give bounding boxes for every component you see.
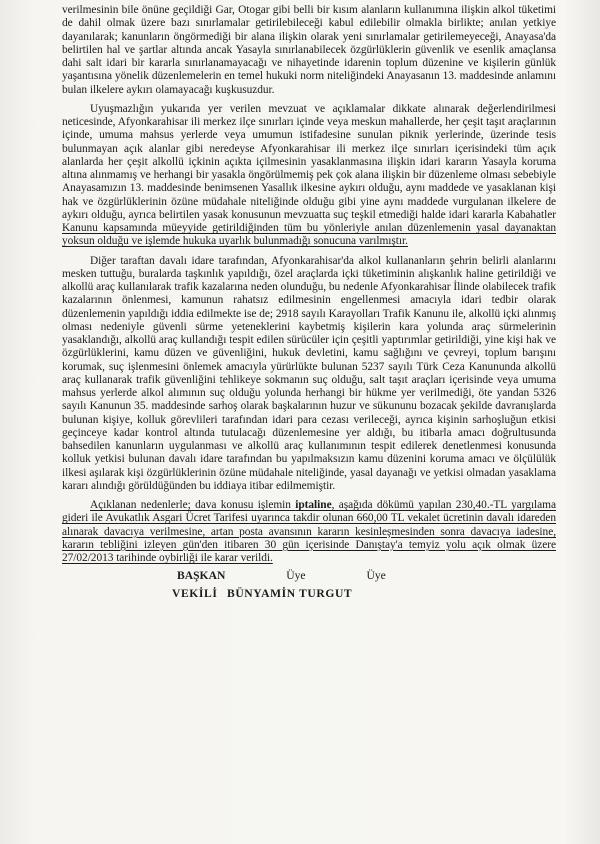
signatory-name: BÜNYAMİN TURGUT xyxy=(226,587,353,601)
paragraph-2-text: Uyuşmazlığın yukarıda yer verilen mevzuat ve açıklamalar dikkate alınarak değerlendirilmesi neticesinde, Afyonkarahisar ili merkez ilçe sınırları içinde veya meskun mahallerde, her çeşit taşıt araçlarının içinde, umuma mahsus yerlerde veya umumun istifadesine sunulan piknik yerlerinde, üzerinde tesis bulunmayan açık alanlar gibi neredeyse Afyonkarahisar ili merkez ilçe sınırları içerisindeki tüm açık alanlarda her çeşit alkollü içkinin açıkta içilmesinin yasaklanmasına ilişkin idari kararın Yasayla koruma altına alınmamış ve herhangi bir yasakla öngörülmemiş pek çok alana ilişkin bir düzenleme olması sebebiyle Anayasamızın 13. maddesinde benimsenen Yasallık ilkesine aykırı olduğu, aynı maddede ve yasaklanan kişi hak ve özgürlüklerinin özüne müdahale niteliğinde olduğu gibi yine aynı maddede vurgulanan ilkelere de aykırı olduğu, ayrıca belirtilen yasak konusunun mevzuatta suç teşkil etmediği halde idari kararla Kabahatler xyxy=(62,102,556,221)
paragraph-2-underlined: Kanunu kapsamında müeyyide getirildiğinden tüm bu yönleriyle anılan düzenlemenin yasal dayanaktan yoksun olduğu ve işlemde hukuka uyarlık bulunmadığı sonucuna varılmıştır. xyxy=(62,222,556,248)
baskan-label: BAŞKAN xyxy=(177,569,226,583)
paragraph-3: Diğer taraftan davalı idare tarafından, Afyonkarahisar'da alkol kullananların şehrin belirli alanlarını mesken tuttuğu, buralarda taşkınlık yapıldığı, özel araçlarda içki tüketiminin alışkanlık haline getirildiği ve alkollü araç kullanılarak trafik kazalarına neden olunduğu, bu nedenle Afyonkarahisar İlinde olabilecek trafik kazalarının önlenmesi, kamunun rahatsız edilmesinin engellenmesi amacıyla idari tedbir olarak düzenlemenin yapıldığı iddia edilmekte ise de; 2918 sayılı Karayolları Trafik Kanunu ile, alkollü içki alınmış olması nedeniyle güvenli sürme yeteneklerini kaybetmiş kişilerin kara yolunda araç sürmelerinin yasaklandığı, alkollü araç kullandığı tespit edilen sürücüler için çeşitli yaptırımlar getirildiği, yine kişi hak ve özgürlüklerini, kamu düzen ve güvenliğini, hukuk devletini, kamu sağlığını ve çevreyi, toplum barışını korumak, suç işlenmesini önlemek amacıyla yürürlükte bulunan 5237 sayılı Türk Ceza Kanununda alkollü araç kullanarak trafik güvenliğini tehlikeye sokmanın suç olduğu, salt taşıt araçları içerisinde veya umuma mahsus yerlerde alkol alımının suç olduğu yolunda herhangi bir hükme yer verilmediği, öte yandan 5326 sayılı Kanunun 35. maddesinde sarhoş olarak başkalarının huzur ve sükununu bozacak şekilde davranışlarda bulunan kişiye, kolluk görevlileri tarafından idari para cezası verileceği, ayrıca kişinin sarhoşluğun etkisi geçinceye kadar kontrol altında tutulacağı düzenlemesine yer aldığı, bu itibarla amacı doğrultusunda bahsedilen kanunların uygulanması ve alkollü araç kullanımının tespit edilerek denetlenmesi konusunda kolluk yetkisi bulunan davalı idare tarafından bu yapılmaksızın kamu düzenini koruma amacı ve ölçülülük ilkesi aşılarak kişi özgürlüklerinin özüne müdahale niteliğinde, yasal dayanağı ve yetkisi olmadan yasaklama kararı alındığı görüldüğünden bu iddiaya itibar edilmemiştir. xyxy=(62,254,556,492)
decision-text-end: , aşağıda dökümü yapılan 230,40.-TL yargılama gideri ile Avukatlık Asgari Ücret Tarifesi uyarınca takdir olunan 660,00 TL vekalet ücretinin davalı idareden alınarak davacıya verilmesine, artan posta avansının kararın kesinleşmesinden sonra davacıya iadesine, kararın tebliğini izleyen gün'den itibaren 30 gün içerisinde Danıştay'a temyiz yolu açık olmak üzere 27/02/2013 tarihinde oybirliği ile karar verildi. xyxy=(62,499,556,564)
uye-label-1: Üye xyxy=(286,569,306,583)
paragraph-4-decision xyxy=(62,499,556,565)
signature-names xyxy=(172,587,556,601)
signature-titles xyxy=(62,569,556,583)
uye-label-2: Üye xyxy=(366,569,386,583)
decision-iptal: iptaline xyxy=(295,499,332,511)
vekili-label: VEKİLİ xyxy=(172,587,218,601)
paragraph-2 xyxy=(62,103,556,249)
paragraph-1: verilmesinin bile önüne geçildiği Gar, Otogar gibi belli bir kısım alanların kullanımına ilişkin alkol tüketimi de dahil olmak üzere bazı sınırlamalar getirilebileceği kabul edilebilir olmakla birlikte; anılan yetkiye dayanılarak; kanunların öngörmediği bir alana ilişkin olarak yeni sınırlamalar getirilemeyeceği, Anayasa'da belirtilen hal ve şartlar altında ancak Yasayla sınırlanabilecek özgürlüklerin güvenlik ve esenlik amaçlansa dahi salt idari bir kararla sınırlanamayacağı ve nihayetinde idarenin toplum düzenine ve kişilerin günlük yaşantısına yönelik düzenlemelerin en temel hukuki norm niteliğindeki Anayasanın 13. maddesinde anlamını bulan ilkelere aykırı olamayacağı kuşkusuzdur. xyxy=(62,4,556,96)
decision-text-start: Açıklanan nedenlerle; dava konusu işlemin xyxy=(90,499,296,511)
